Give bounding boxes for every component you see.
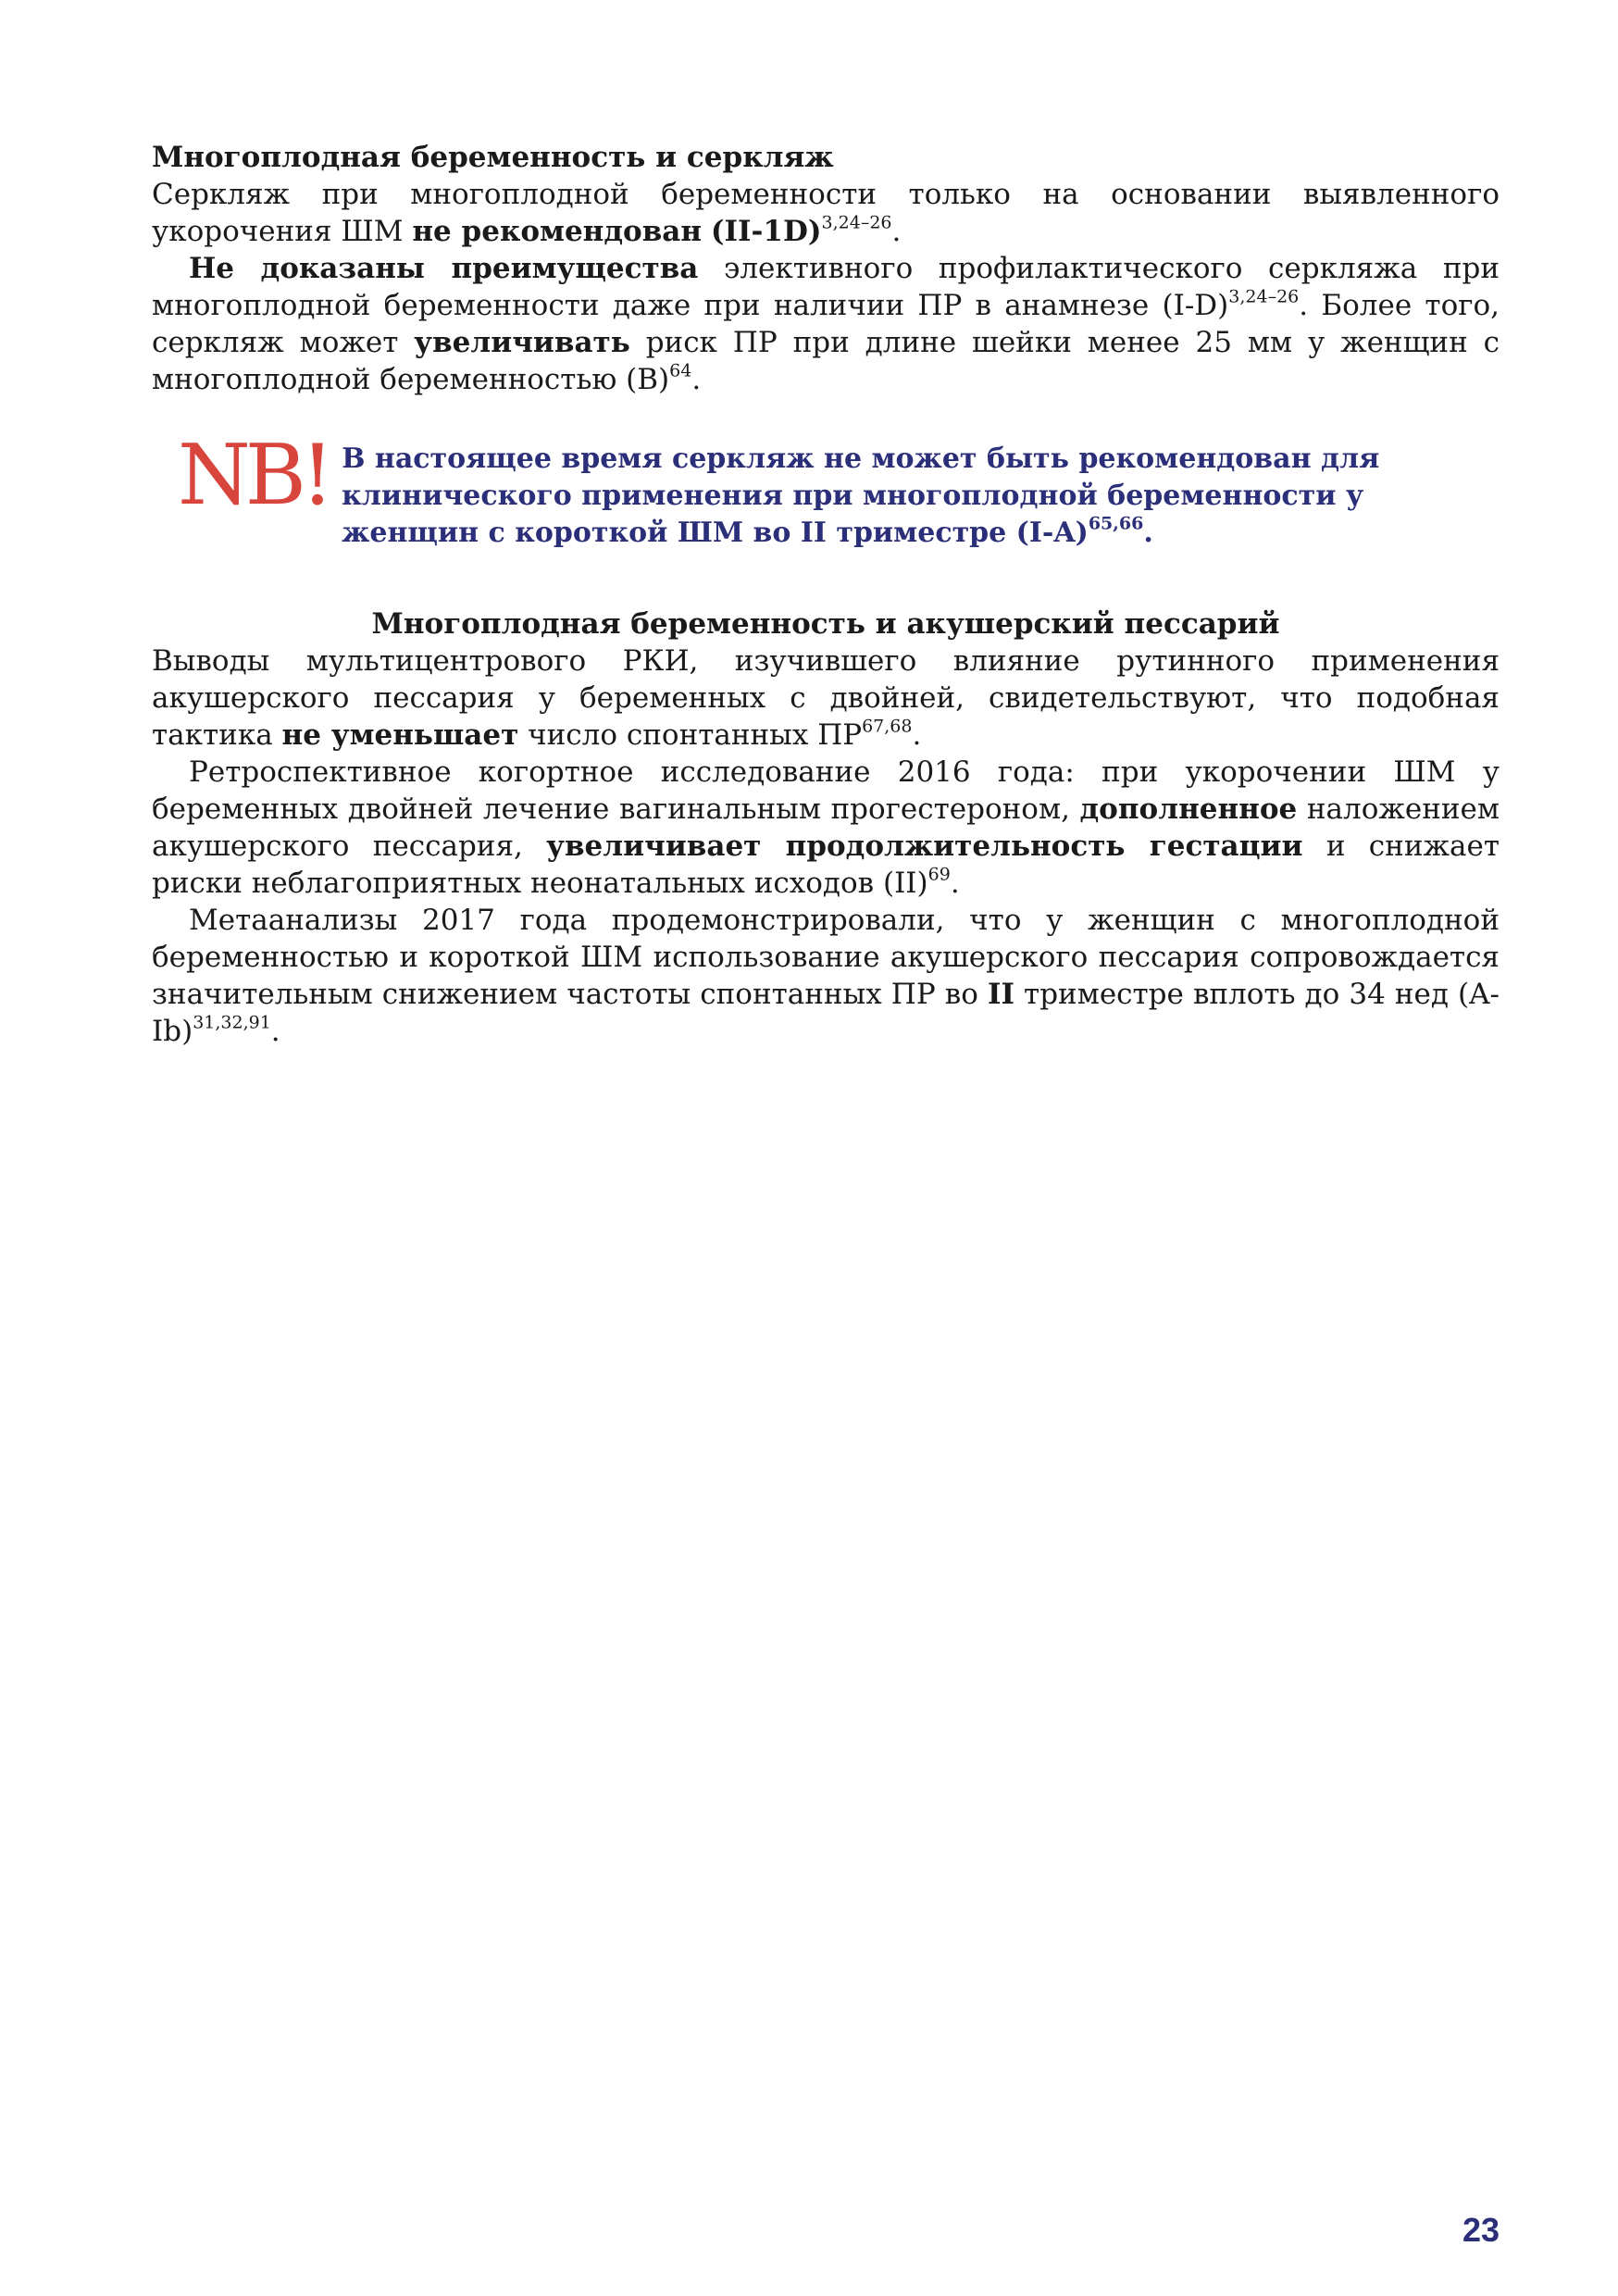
text: Выводы мультицентрового РКИ, изучившего влияние рутинного применения акушерского пессария у беременных с двойней, свидетельствуют, что подобная тактика (152, 644, 1500, 752)
text (702, 215, 711, 248)
text: . (1143, 517, 1153, 549)
nb-text (342, 441, 1455, 552)
reference: 69 (927, 864, 951, 885)
text: триместре вплоть до 34 нед (A-Ib) (152, 978, 1500, 1048)
reference: 3,24–26 (821, 212, 892, 233)
text: Ретроспективное когортное исследование 2016 года: при укорочении ШМ у беременных двойней лечение вагинальным прогестероном, (152, 755, 1500, 826)
emphasis: II (987, 978, 1014, 1011)
reference: 65,66 (1088, 513, 1144, 534)
reference: 31,32,91 (193, 1012, 271, 1033)
text: В настоящее время серкляж не может быть рекомендован для клинического применения при многоплодной беременности у женщин с короткой ШМ во II триместре (I-A) (342, 443, 1380, 549)
page-content (152, 139, 1500, 1050)
reference: 64 (669, 360, 692, 381)
text: . Более того, серкляж может (152, 289, 1500, 359)
section-heading-cerclage: Многоплодная беременность и серкляж (152, 141, 834, 174)
text: наложением акушерского пессария, (152, 792, 1500, 863)
paragraph-pessary-3 (152, 902, 1500, 1050)
reference: 3,24–26 (1228, 286, 1300, 307)
emphasis: увеличивать (414, 326, 630, 359)
text: . (912, 718, 922, 752)
page-number: 23 (1462, 2211, 1500, 2249)
paragraph-cerclage-2 (152, 250, 1500, 398)
nb-callout (178, 427, 1455, 552)
paragraph-cerclage-1 (152, 176, 1500, 250)
text: Метаанализы 2017 года продемонстрировали, что у женщин с многоплодной беременностью и короткой ШМ использование акушерского пессария сопровождается значительным снижением частоты спонтанных ПР во (152, 904, 1500, 1011)
emphasis: не рекомендован (412, 215, 703, 248)
reference: 67,68 (862, 716, 913, 737)
emphasis: увеличивает продолжительность гестации (546, 830, 1303, 863)
emphasis: Не доказаны преимущества (189, 252, 699, 285)
text: риск ПР при длине шейки менее 25 мм у женщин с многоплодной беременностью (B) (152, 326, 1500, 396)
paragraph-pessary-2 (152, 754, 1500, 902)
nb-mark: NB! (178, 427, 330, 524)
evidence-level: (II-1D) (710, 215, 822, 248)
emphasis: не уменьшает (281, 718, 519, 752)
text: число спонтанных ПР (518, 718, 863, 752)
emphasis: дополненное (1079, 792, 1298, 826)
text: и снижает риски неблагоприятных неонатальных исходов (II) (152, 830, 1500, 900)
section-heading-pessary: Многоплодная беременность и акушерский пессарий (371, 607, 1280, 641)
text: Серкляж при многоплодной беременности только на основании выявленного укорочения ШМ (152, 178, 1500, 248)
text: . (691, 363, 702, 396)
text: . (891, 215, 902, 248)
text: . (950, 867, 960, 900)
text: . (270, 1015, 280, 1048)
paragraph-pessary-1 (152, 643, 1500, 754)
text: элективного профилактического серкляжа при многоплодной беременности даже при наличии ПР в анамнезе (I-D) (152, 252, 1500, 322)
